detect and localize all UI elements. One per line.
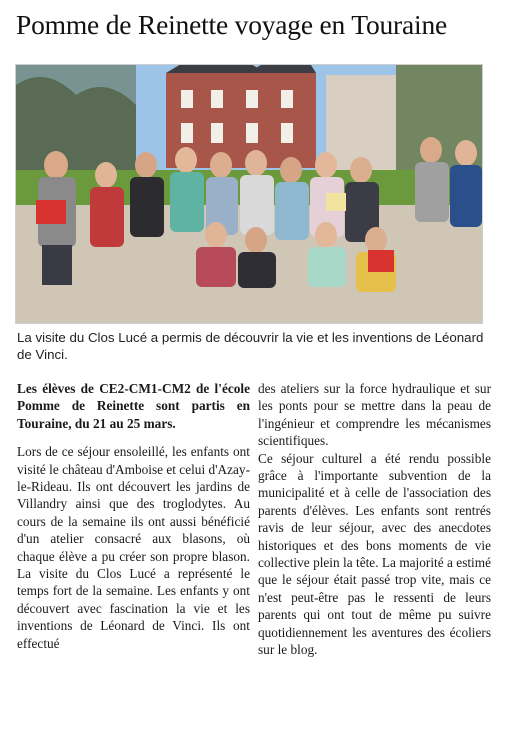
article-photo — [15, 64, 483, 324]
article-column-left — [17, 380, 250, 652]
article-headline: Pomme de Reinette voyage en Touraine — [16, 9, 448, 40]
article-body-left: Lors de ce séjour ensoleillé, les enfants ont visité le château d'Amboise et celui d'Azay-le-Rideau. Ils ont découvert les jardins de Villandry ainsi que des troglodytes. Au cours de la semaine ils ont aussi bénéficié d'un atelier consacré aux blasons, où chaque élève a pu créer son propre blason. La visite du Clos Lucé a représenté le temps fort de la semaine. Les enfants y ont découvert avec fascination la vie et les inventions de Léonard de Vinci. Ils ont effectué — [17, 444, 250, 651]
article-lead: Les élèves de CE2-CM1-CM2 de l'école Pomme de Reinette sont partis en Touraine, du 21 au 25 mars. — [17, 381, 250, 431]
group-photo-illustration — [16, 65, 482, 323]
photo-caption: La visite du Clos Lucé a permis de découvrir la vie et les inventions de Léonard de Vinci. — [17, 330, 484, 362]
article-body-right-paragraph-1: des ateliers sur la force hydraulique et sur les ponts pour se mettre dans la peau de l'ingénieur et comprendre les mécanismes scientifiques. — [258, 381, 491, 449]
article-body-right-paragraph-2: Ce séjour culturel a été rendu possible grâce à l'importante subvention de la municipalité et à celle de l'association des parents d'élèves. Les enfants sont rentrés ravis de leur séjour, avec des anecdotes historiques et des bons moments de vie collective plein la tête. La majorité a estimé que le séjour était passé trop vite, mais ce n'est peut-être pas le ressenti de leurs parents qui ont tout de même pu suivre quotidiennement les aventures des écoliers sur le blog. — [258, 450, 491, 658]
article-column-right — [258, 380, 491, 659]
